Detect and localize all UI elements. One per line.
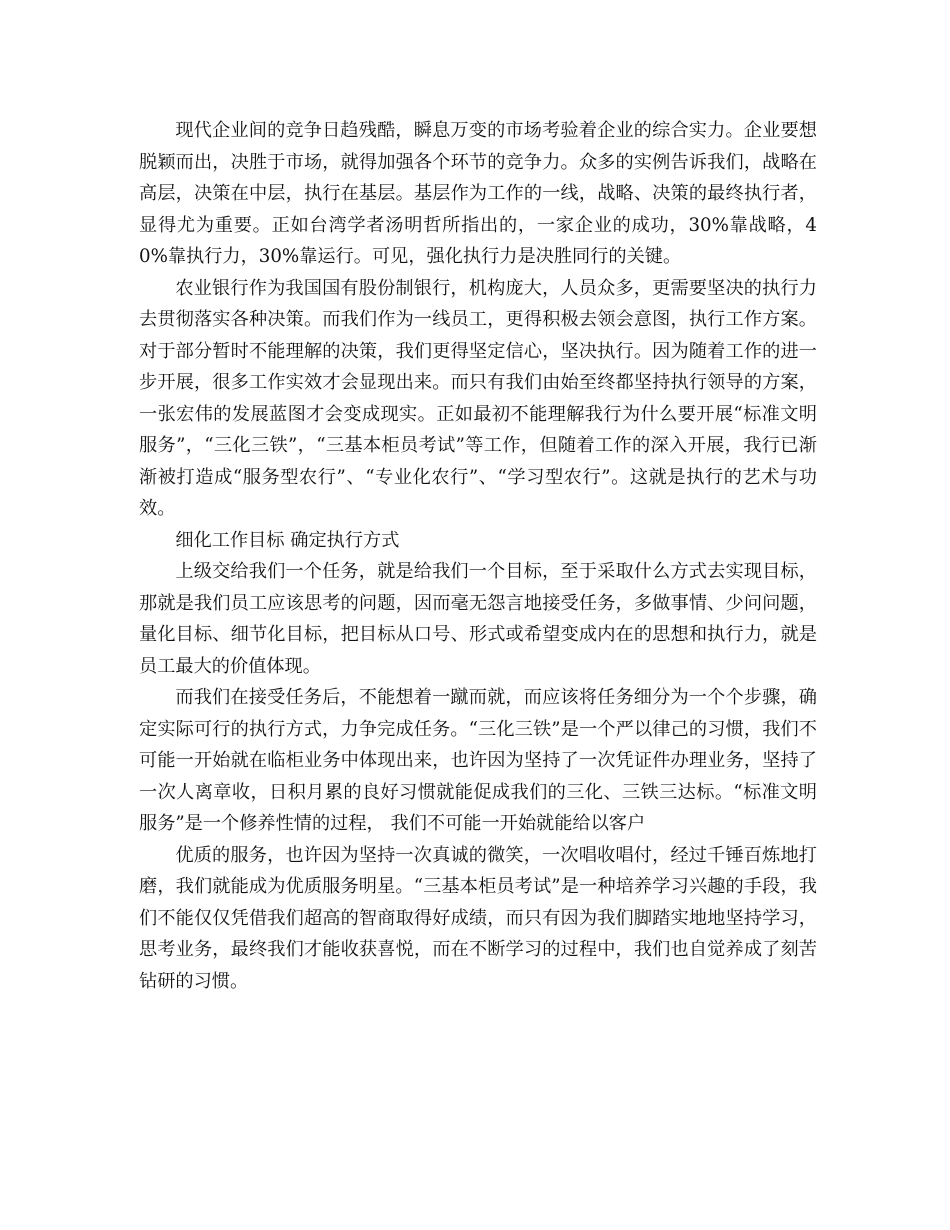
document-page: [139, 115, 817, 997]
paragraph-task-goal: 上级交给我们一个任务，就是给我们一个目标，至于采取什么方式去实现目标，那就是我们员工应该思考的问题，因而毫无怨言地接受任务，多做事情、少问问题，量化目标、细节化目标，把目标从口号、形式或希望变成内在的思想和执行力，就是员工最大的价值体现。: [139, 561, 817, 677]
section-heading: 细化工作目标 确定执行方式: [175, 529, 400, 551]
paragraph-competition: 现代企业间的竞争日趋残酷，瞬息万变的市场考验着企业的综合实力。企业要想脱颖而出，决胜于市场，就得加强各个环节的竞争力。众多的实例告诉我们，战略在高层，决策在中层，执行在基层。基层作为工作的一线，战略、决策的最终执行者，显得尤为重要。正如台湾学者汤明哲所指出的，一家企业的成功，30%靠战略，40%靠执行力，30%靠运行。可见，强化执行力是决胜同行的关键。: [139, 120, 817, 267]
paragraph-task-steps: 而我们在接受任务后，不能想着一蹴而就，而应该将任务细分为一个个步骤，确定实际可行的执行方式，力争完成任务。“三化三铁”是一个严以律己的习惯，我们不可能一开始就在临柜业务中体现出来，也许因为坚持了一次凭证件办理业务，坚持了一次人离章收，日积月累的良好习惯就能促成我们的三化、三铁三达标。“标准文明服务”是一个修养性情的过程， 我们不可能一开始就能给以客户: [139, 687, 817, 834]
paragraph-abc-execution: 农业银行作为我国国有股份制银行，机构庞大，人员众多，更需要坚决的执行力去贯彻落实各种决策。而我们作为一线员工，更得积极去领会意图，执行工作方案。对于部分暂时不能理解的决策，我们更得坚定信心，坚决执行。因为随着工作的进一步开展，很多工作实效才会显现出来。而只有我们由始至终都坚持执行领导的方案，一张宏伟的发展蓝图才会变成现实。正如最初不能理解我行为什么要开展“标准文明服务”，“三化三铁”，“三基本柜员考试”等工作，但随着工作的深入开展，我行已渐渐被打造成“服务型农行”、“专业化农行”、“学习型农行”。这就是执行的艺术与功效。: [139, 277, 817, 519]
paragraph-quality-service: 优质的服务，也许因为坚持一次真诚的微笑，一次唱收唱付，经过千锤百炼地打磨，我们就能成为优质服务明星。“三基本柜员考试”是一种培养学习兴趣的手段，我们不能仅仅凭借我们超高的智商取得好成绩，而只有因为我们脚踏实地地坚持学习，思考业务，最终我们才能收获喜悦，而在不断学习的过程中，我们也自觉养成了刻苦钻研的习惯。: [139, 844, 817, 992]
